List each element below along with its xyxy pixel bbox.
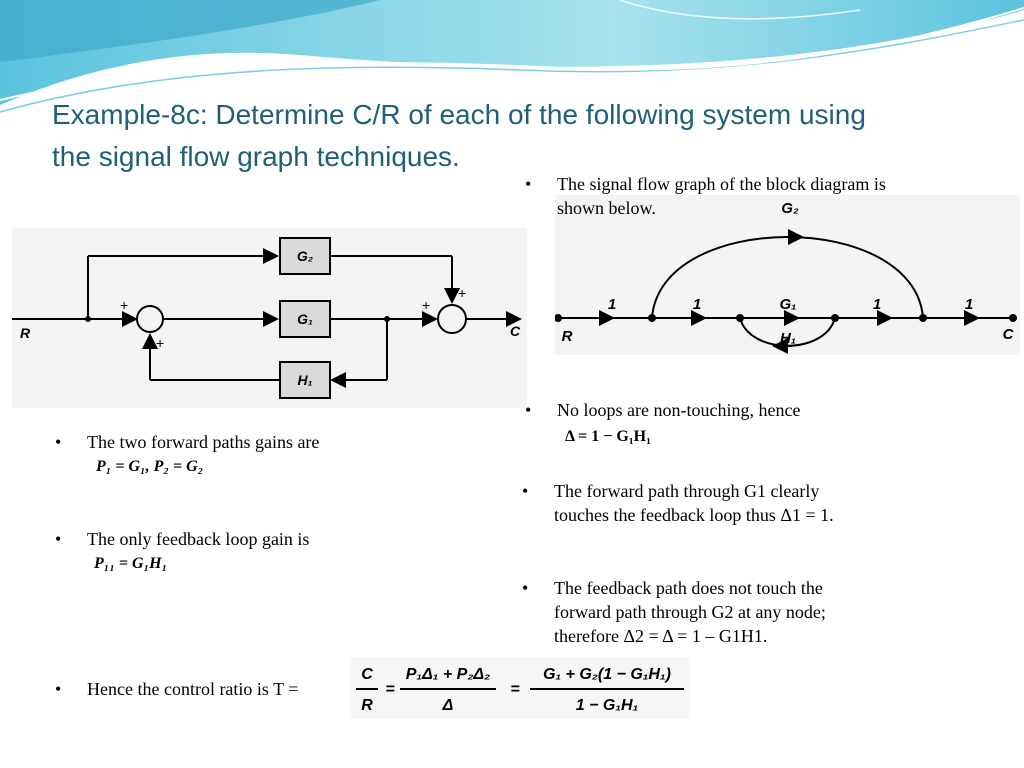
path2-line3: therefore Δ2 = Δ = 1 – G1H1. [554, 626, 768, 646]
sfg-node-2 [736, 314, 744, 322]
bullet-control-ratio [55, 677, 355, 701]
block-g2-label: G₂ [296, 248, 314, 264]
bullet-dot: • [525, 400, 532, 420]
sum2-sign-left: + [422, 297, 431, 313]
bullet-non-touching [525, 398, 965, 422]
sfg-gain-1: 1 [607, 296, 617, 313]
sfg-node-4 [919, 314, 927, 322]
forward-paths-text: The two forward paths gains are [87, 432, 320, 452]
sfg-node-1 [648, 314, 656, 322]
sum1-sign-bottom: + [156, 335, 165, 351]
formula-lhs-den: R [361, 697, 373, 714]
takeoff-point-2 [384, 316, 390, 322]
sfg-gain-4: 1 [964, 296, 974, 313]
formula-rhs-den: 1 − G₁H₁ [575, 697, 639, 714]
control-ratio-formula [350, 657, 690, 719]
bullet-feedback-loop [55, 527, 495, 551]
bullet-dot: • [522, 481, 529, 501]
takeoff-point-1 [85, 316, 91, 322]
path1-line2: touches the feedback loop thus Δ1 = 1. [554, 505, 834, 525]
block-h1-label: H₁ [297, 372, 313, 388]
sfg-gain-g2: G₂ [781, 200, 799, 217]
formula-eq-2: = [510, 681, 520, 698]
sfg-node-r [555, 314, 562, 322]
sum2-sign-top: + [458, 285, 467, 301]
sfg-gain-g1: G₁ [779, 296, 797, 313]
sum1-sign-top: + [120, 297, 129, 313]
control-ratio-text: Hence the control ratio is T = [87, 679, 299, 699]
formula-mid-den: Δ [442, 697, 454, 714]
path2-line2: forward path through G2 at any node; [554, 602, 826, 622]
non-touching-text: No loops are non-touching, hence [557, 400, 801, 420]
bullet-dot: • [522, 578, 529, 598]
slide-title [52, 94, 992, 178]
sfg-gain-2: 1 [692, 296, 702, 313]
bullet-dot: • [55, 432, 62, 452]
formula-mid-num: P₁Δ₁ + P₂Δ₂ [405, 666, 491, 683]
formula-eq-1: = [385, 681, 395, 698]
formula-lhs-num: C [361, 666, 373, 683]
bullet-dot: • [55, 529, 62, 549]
bullet-forward-paths [55, 430, 495, 454]
path2-line1: The feedback path does not touch the [554, 578, 823, 598]
bullet-path1 [522, 479, 962, 527]
sfg-output-label: C [1002, 326, 1014, 343]
feedback-loop-equation: P₁₁ = G₁H₁ [94, 555, 168, 572]
title-line-2: the signal flow graph techniques. [52, 141, 460, 172]
sfg-gain-h1: H₁ [779, 330, 797, 347]
sfg-input-label: R [561, 328, 573, 345]
forward-paths-equation: P₁ = G₁, P₂ = G₂ [96, 458, 204, 475]
path1-line1: The forward path through G1 clearly [554, 481, 820, 501]
feedback-loop-text: The only feedback loop gain is [87, 529, 310, 549]
delta-equation: Δ = 1 − G₁H₁ [565, 428, 651, 445]
sfg-gain-3: 1 [872, 296, 882, 313]
bullet-dot: • [55, 679, 62, 699]
bullet-path2 [522, 576, 962, 648]
bullet-sfg-intro [525, 172, 965, 220]
sfg-intro-line2: shown below. [557, 198, 656, 218]
bullet-dot: • [525, 174, 532, 194]
sfg-node-3 [831, 314, 839, 322]
sfg-intro-line1: The signal flow graph of the block diagram is [557, 174, 886, 194]
block-input-label: R [20, 325, 31, 341]
block-output-label: C [510, 323, 521, 339]
block-diagram [12, 228, 527, 408]
sfg-node-c [1009, 314, 1017, 322]
block-g1-label: G₁ [297, 311, 313, 327]
formula-rhs-num: G₁ + G₂(1 − G₁H₁) [543, 666, 671, 683]
title-line-1: Example-8c: Determine C/R of each of the following system using [52, 99, 866, 130]
